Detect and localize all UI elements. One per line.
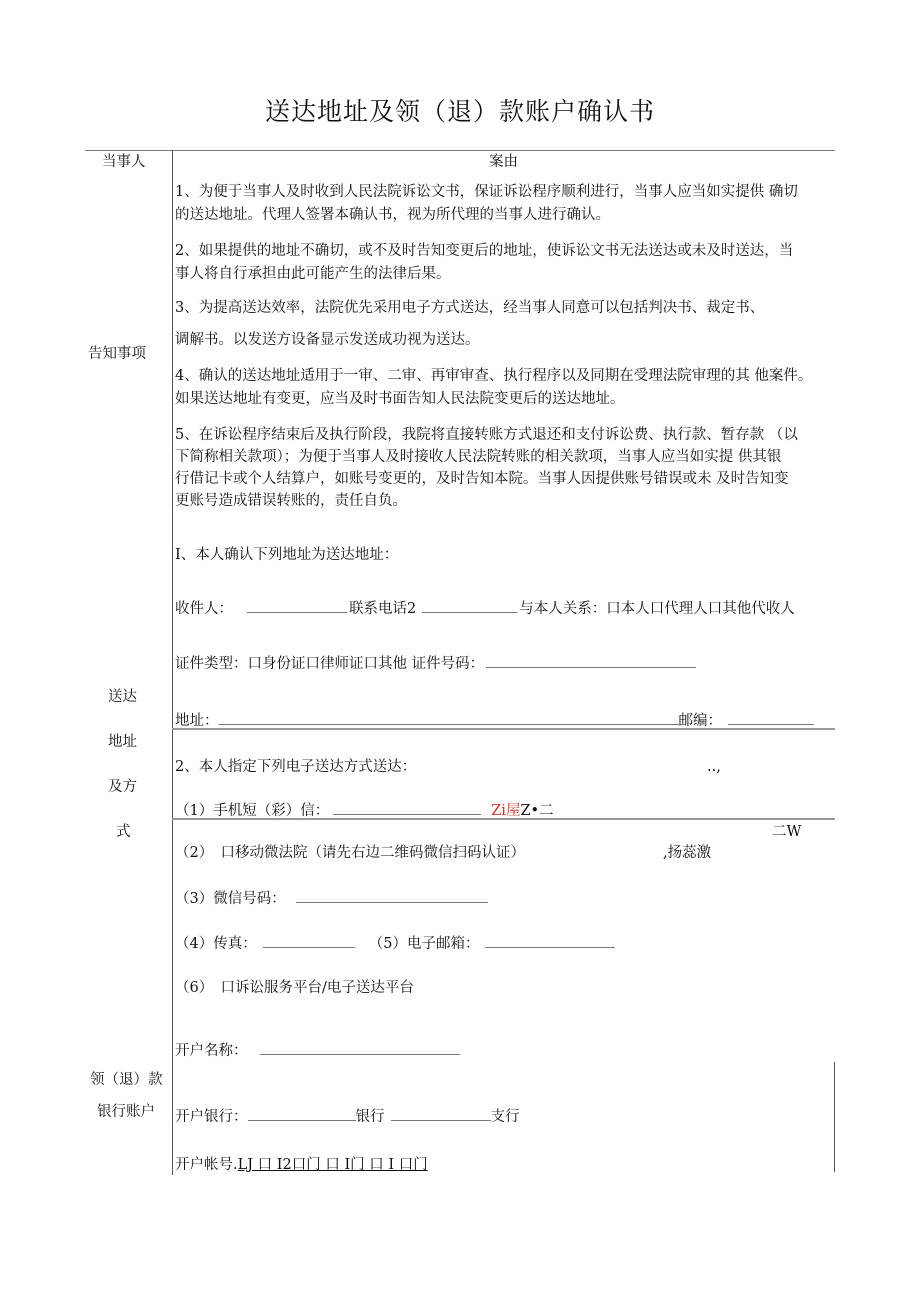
wechat-row [175, 888, 488, 909]
fax-field[interactable] [263, 933, 355, 948]
fax-label: （4）传真： [175, 936, 257, 952]
notice-line: 调解书。以发送方设备显示发送成功视为送达。 [175, 332, 480, 348]
sms-row [175, 800, 554, 821]
electronic-heading: 2、本人指定下列电子送达方式送达： [175, 759, 417, 775]
wechat-field[interactable] [296, 888, 488, 903]
bank-suffix: 银行 [355, 1109, 385, 1125]
table-top-border [85, 150, 835, 151]
notice-line: 1、为便于当事人及时收到人民法院诉讼文书，保证诉讼程序顺利进行，当事人应当如实提供 确切 [175, 184, 798, 200]
account-name-row [175, 1040, 460, 1061]
notice-line: 的送达地址。代理人签署本确认书，视为所代理的当事人进行确认。 [175, 207, 610, 223]
account-name-field[interactable] [260, 1040, 460, 1055]
notice-line: 事人将自行承担由此可能产生的法律后果。 [175, 266, 451, 282]
label-refund: 银行账户 [97, 1104, 155, 1120]
email-field[interactable] [485, 933, 615, 948]
label-refund: 领（退）款 [90, 1072, 163, 1088]
notice-line: 4、确认的送达地址适用于一审、二审、再审审查、执行程序以及同期在受理法院审理的其 他案件。 [175, 368, 813, 384]
right-border [834, 1062, 835, 1172]
notice-line: 更账号造成错误转账的，责任自负。 [175, 493, 407, 509]
notice-line: 2、如果提供的地址不确切，或不及时告知变更后的地址，使诉讼文书无法送达或未及时送达，当 [175, 243, 794, 259]
recipient-field[interactable] [247, 598, 347, 613]
id-type-options[interactable]: 证件类型：口身份证口律师证口其他 证件号码： [175, 656, 485, 672]
bank-field[interactable] [248, 1106, 356, 1121]
wechat-label: （3）微信号码： [175, 891, 286, 907]
recipient-row [175, 598, 795, 619]
id-row [175, 653, 696, 674]
branch-field[interactable] [391, 1106, 491, 1121]
label-delivery: 地址 [108, 734, 137, 750]
email-label: （5）电子邮箱： [368, 936, 480, 952]
address-row [175, 710, 814, 731]
sms-note: Z•二 [520, 803, 554, 819]
mark: .., [707, 759, 721, 775]
zip-label: 邮编： [678, 713, 722, 729]
account-number-boxes[interactable]: LJ 口 I2口门 口 I门 口 I 口门 [237, 1157, 428, 1173]
zip-field[interactable] [728, 710, 814, 725]
account-number-row [175, 1155, 428, 1175]
sms-field[interactable] [333, 800, 481, 815]
column-divider [172, 150, 173, 1175]
label-delivery: 送达 [108, 689, 137, 705]
bank-row [175, 1106, 520, 1127]
branch-suffix: 支行 [490, 1109, 520, 1125]
wechat-court-note: ,扬蕊激 [663, 845, 712, 861]
address-field[interactable] [219, 710, 679, 725]
relation-options[interactable]: 与本人关系：口本人口代理人口其他代收人 [519, 601, 795, 617]
account-number-label: 开户帐号. [175, 1157, 238, 1173]
fax-email-row [175, 933, 615, 954]
address-label: 地址： [175, 713, 219, 729]
phone-label: 联系电话2 [349, 601, 417, 617]
notice-line: 下简称相关款项）；为便于当事人及时接收人民法院转账的相关款项，当事人应当如实提 供其银 [175, 449, 782, 465]
notice-line: 如果送达地址有变更，应当及时书面告知人民法院变更后的送达地址。 [175, 391, 625, 407]
bank-label: 开户银行： [175, 1109, 248, 1125]
phone-field[interactable] [422, 598, 517, 613]
label-party: 当事人 [102, 154, 146, 170]
account-name-label: 开户名称： [175, 1043, 248, 1059]
platform-option[interactable]: （6） 口诉讼服务平台/电子送达平台 [175, 980, 414, 996]
label-cause: 案由 [489, 154, 518, 170]
recipient-label: 收件人： [175, 601, 233, 617]
wechat-court-option[interactable]: （2） 口移动微法院（请先右边二维码微信扫码认证） [175, 845, 525, 861]
qr-mark: 二W [772, 824, 802, 840]
label-delivery: 及方 [108, 779, 137, 795]
document-title: 送达地址及领（退）款账户确认书 [264, 97, 655, 126]
label-notice: 告知事项 [88, 346, 146, 362]
label-delivery: 式 [116, 824, 131, 840]
notice-line: 5、在诉讼程序结束后及执行阶段，我院将直接转账方式退还和支付诉讼费、执行款、暂存款 （以 [175, 427, 798, 443]
sms-label: （1）手机短（彩）信： [175, 803, 330, 819]
sms-note: Zi屋 [491, 803, 521, 819]
notice-line: 行借记卡或个人结算户，如账号变更的，及时告知本院。当事人因提供账号错误或未 及时告知变 [175, 471, 789, 487]
address-heading: I、本人确认下列地址为送达地址： [175, 547, 399, 563]
notice-line: 3、为提高送达效率，法院优先采用电子方式送达，经当事人同意可以包括判决书、裁定书、 [175, 300, 765, 316]
id-number-field[interactable] [486, 653, 696, 668]
